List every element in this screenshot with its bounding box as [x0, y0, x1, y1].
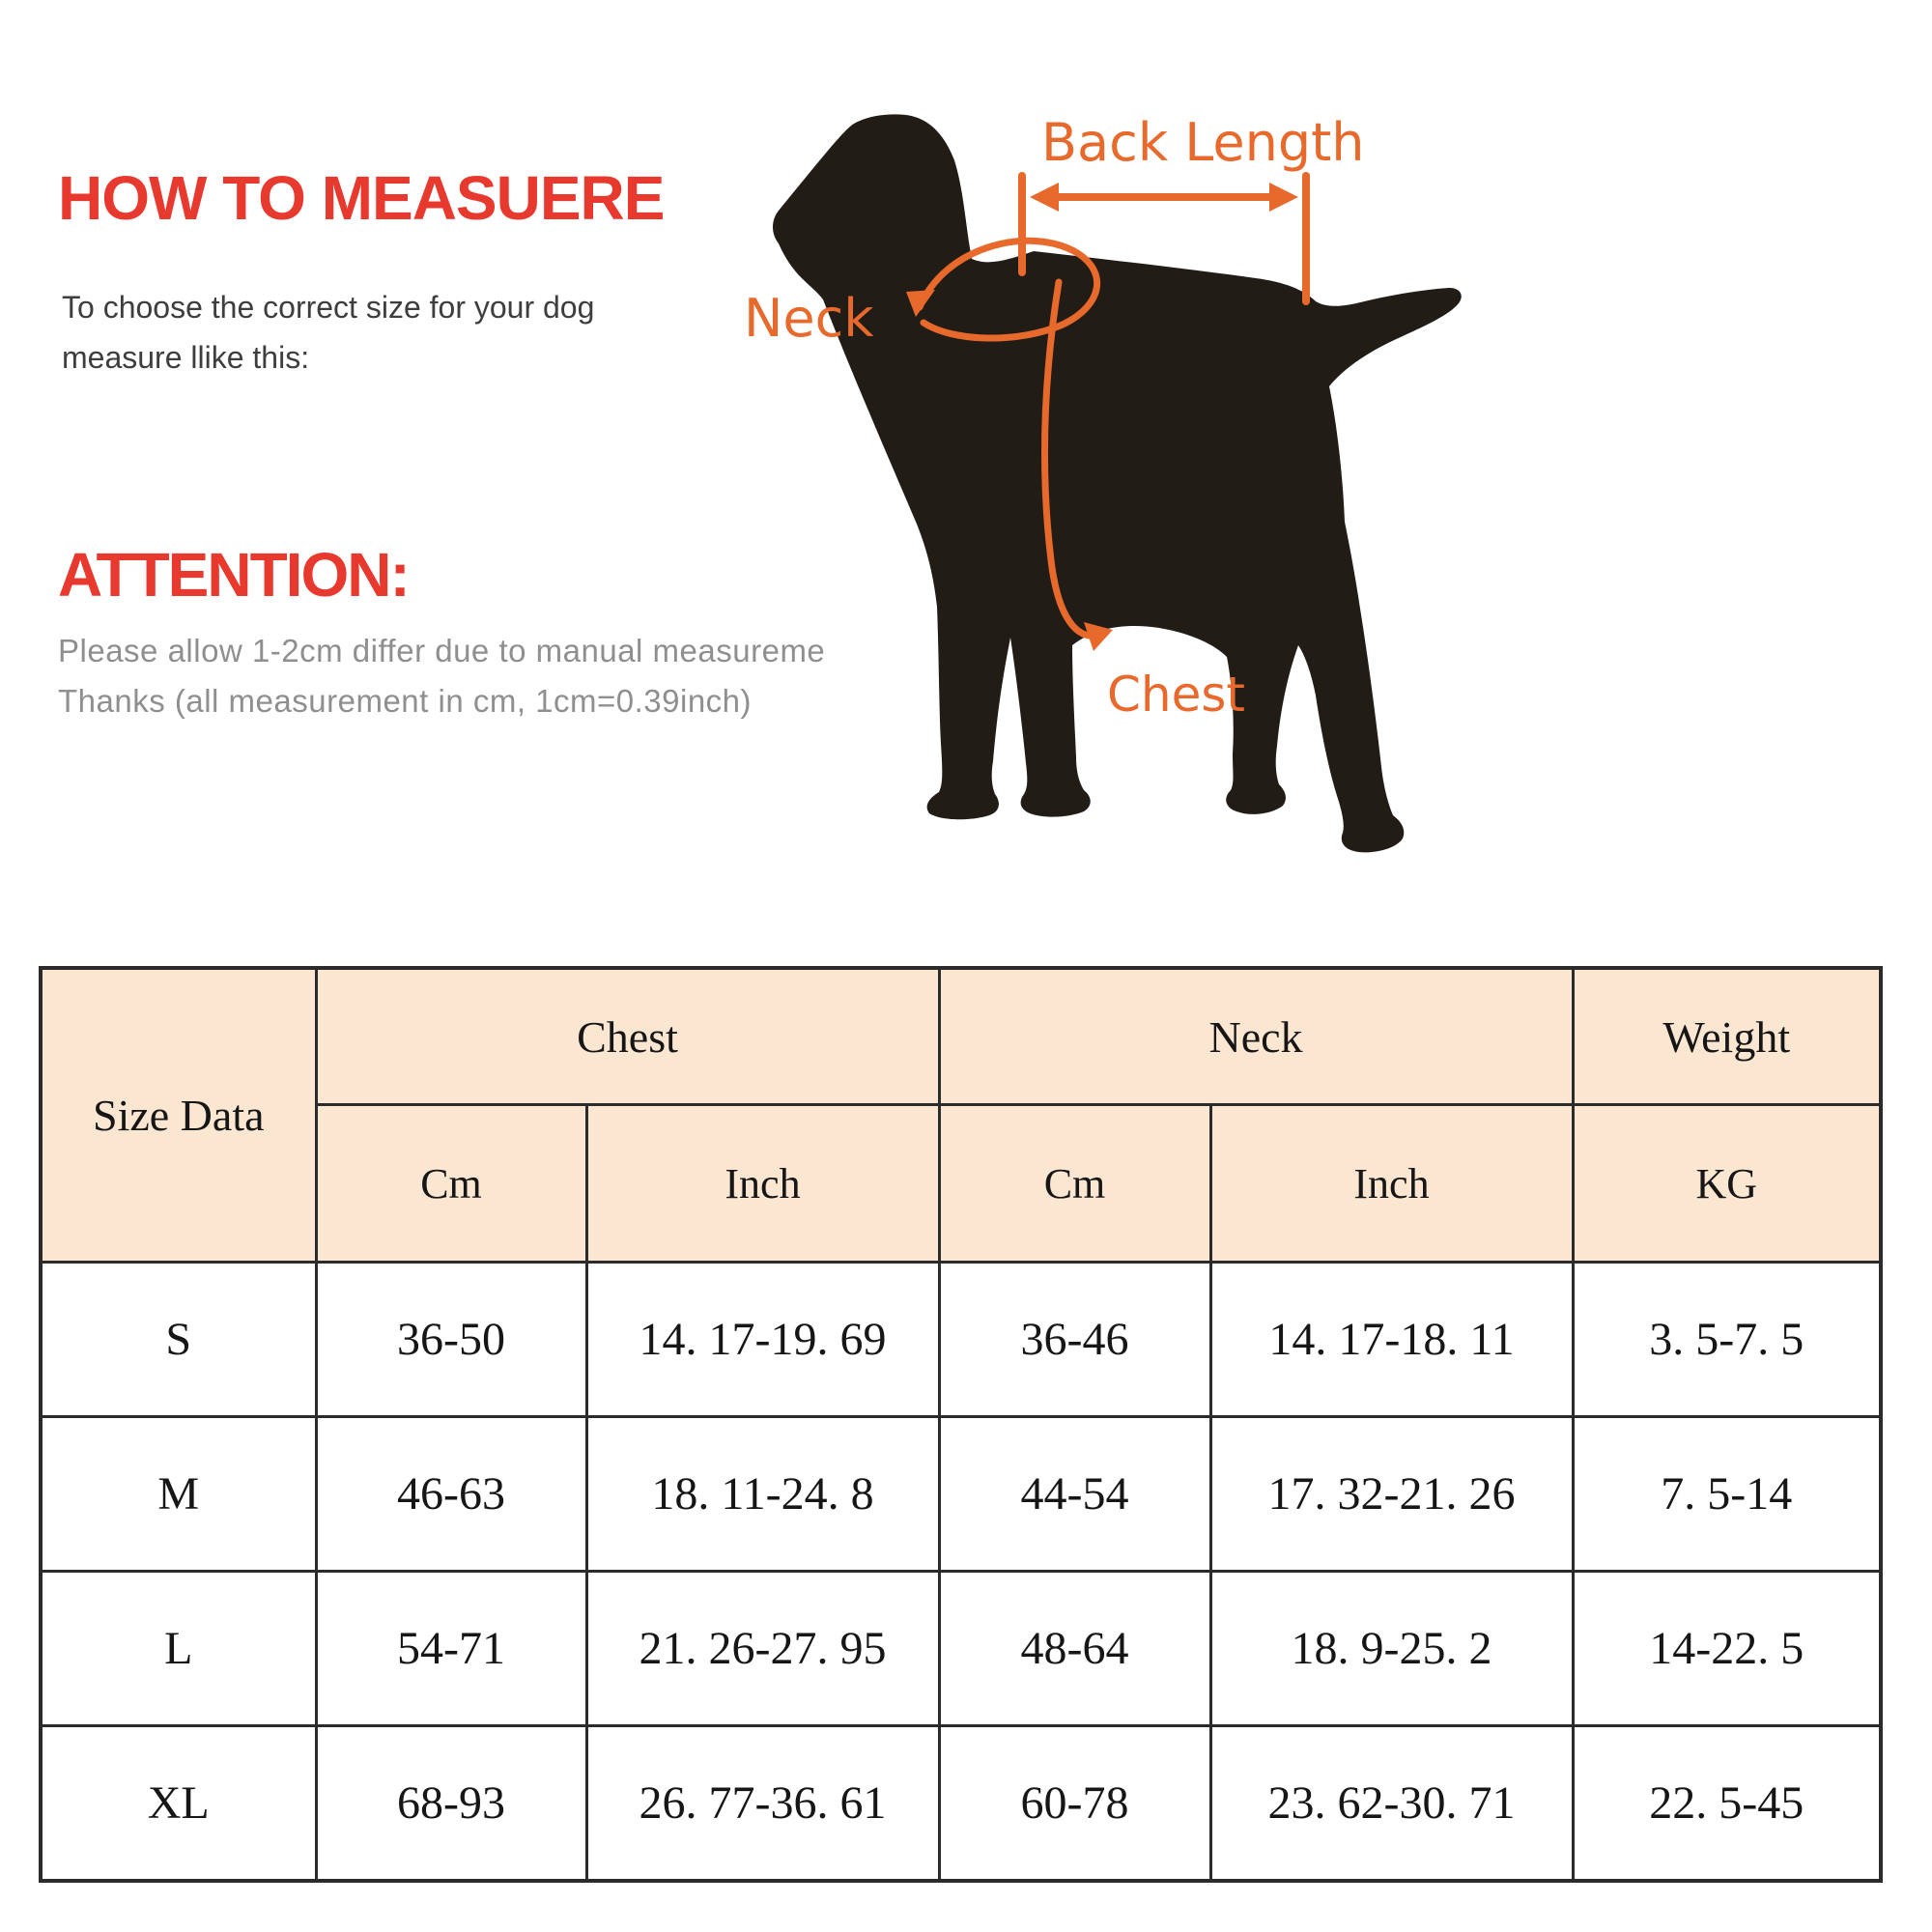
- corner-cell-size-data: [41, 968, 316, 1263]
- page-title: HOW TO MEASUERE: [58, 163, 665, 233]
- cell-neck-inch: 18. 9-25. 2: [1210, 1572, 1573, 1726]
- header-chest: Chest: [316, 968, 939, 1105]
- back-length-label: Back Length: [1041, 112, 1365, 173]
- cell-chest-inch: 26. 77-36. 61: [586, 1726, 939, 1882]
- cell-weight-kg: 14-22. 5: [1573, 1572, 1881, 1726]
- cell-chest-inch: 21. 26-27. 95: [586, 1572, 939, 1726]
- cell-weight-kg: 22. 5-45: [1573, 1726, 1881, 1882]
- cell-size: L: [41, 1572, 316, 1726]
- header-chest-cm: Cm: [316, 1105, 586, 1263]
- cell-size: XL: [41, 1726, 316, 1882]
- chest-label: Chest: [1107, 667, 1246, 723]
- cell-chest-inch: 14. 17-19. 69: [586, 1263, 939, 1417]
- attention-line-1: Please allow 1-2cm differ due to manual measureme: [58, 633, 826, 668]
- cell-weight-kg: 3. 5-7. 5: [1573, 1263, 1881, 1417]
- intro-line-1: To choose the correct size for your dog: [62, 290, 595, 325]
- corner-label: Size Data: [92, 1091, 265, 1140]
- cell-chest-cm: 36-50: [316, 1263, 586, 1417]
- cell-chest-cm: 68-93: [316, 1726, 586, 1882]
- cell-neck-cm: 48-64: [939, 1572, 1210, 1726]
- table-group-header-row: [41, 968, 1881, 1105]
- cell-chest-cm: 54-71: [316, 1572, 586, 1726]
- table-row-l: [41, 1572, 1881, 1726]
- table-unit-header-row: [41, 1105, 1881, 1263]
- cell-chest-inch: 18. 11-24. 8: [586, 1417, 939, 1572]
- back-length-arrowhead-right: [1269, 183, 1298, 212]
- attention-title: ATTENTION:: [58, 540, 409, 610]
- header-weight: Weight: [1573, 968, 1881, 1105]
- cell-neck-inch: 14. 17-18. 11: [1210, 1263, 1573, 1417]
- table-row-m: [41, 1417, 1881, 1572]
- header-neck: Neck: [939, 968, 1573, 1105]
- header-weight-kg: KG: [1573, 1105, 1881, 1263]
- back-length-arrowhead-left: [1030, 183, 1059, 212]
- cell-weight-kg: 7. 5-14: [1573, 1417, 1881, 1572]
- cell-chest-cm: 46-63: [316, 1417, 586, 1572]
- table-row-s: [41, 1263, 1881, 1417]
- neck-label: Neck: [744, 288, 874, 349]
- header-neck-inch: Inch: [1210, 1105, 1573, 1263]
- attention-line-2: Thanks (all measurement in cm, 1cm=0.39inch): [58, 683, 753, 719]
- cell-neck-inch: 17. 32-21. 26: [1210, 1417, 1573, 1572]
- cell-size: S: [41, 1263, 316, 1417]
- table-row-xl: [41, 1726, 1881, 1882]
- header-neck-cm: Cm: [939, 1105, 1210, 1263]
- cell-neck-cm: 36-46: [939, 1263, 1210, 1417]
- cell-size: M: [41, 1417, 316, 1572]
- header-chest-inch: Inch: [586, 1105, 939, 1263]
- size-table: [39, 966, 1883, 1883]
- intro-line-2: measure llike this:: [62, 340, 310, 375]
- dog-silhouette-image: [773, 114, 1462, 852]
- cell-neck-cm: 44-54: [939, 1417, 1210, 1572]
- cell-neck-inch: 23. 62-30. 71: [1210, 1726, 1573, 1882]
- cell-neck-cm: 60-78: [939, 1726, 1210, 1882]
